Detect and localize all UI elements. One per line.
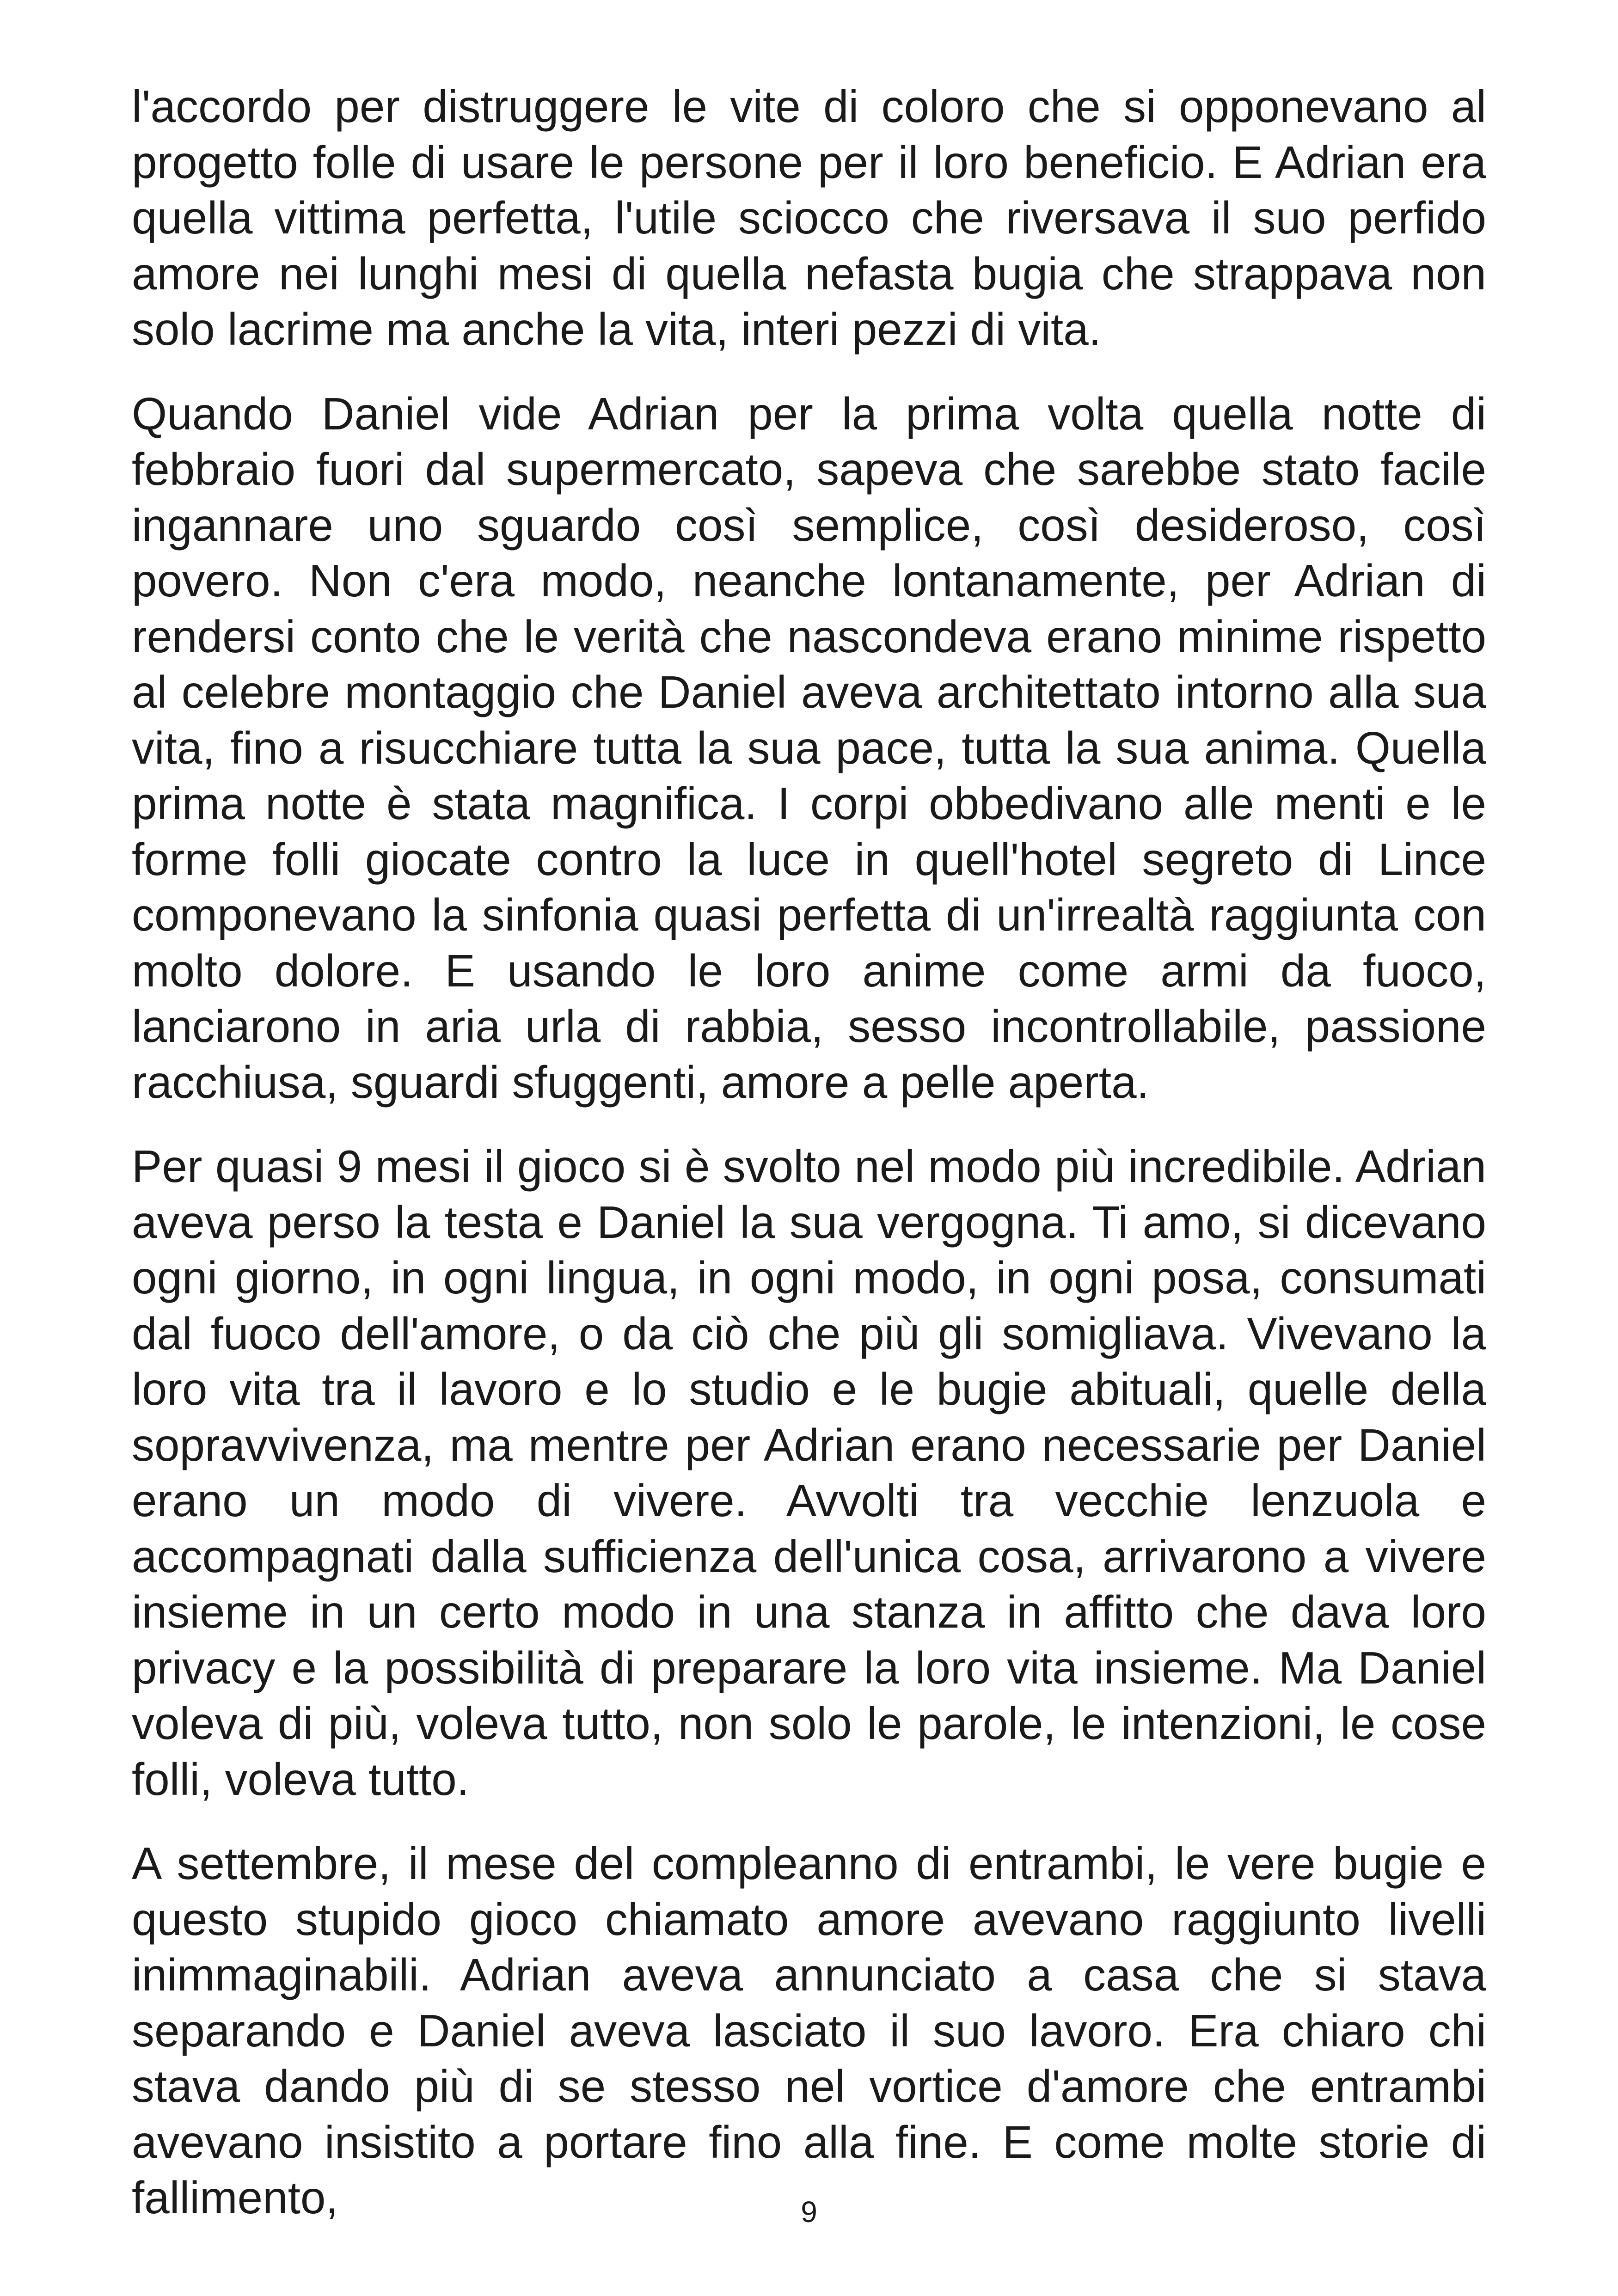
- paragraph: l'accordo per distruggere le vite di coloro che si opponevano al progetto folle di usare le persone per il loro beneficio. E Adrian era quella vittima perfetta, l'utile sciocco che riversava il suo perfido amore nei lunghi mesi di quella nefasta bugia che strappava non solo lacrime ma anche la vita, interi pezzi di vita.: [132, 81, 1486, 355]
- paragraph: A settembre, il mese del compleanno di entrambi, le vere bugie e questo stupido gioco chiamato amore avevano raggiunto livelli inimmaginabili. Adrian aveva annunciato a casa che si stava separando e Daniel aveva lasciato il suo lavoro. Era chiaro chi stava dando più di se stesso nel vortice d'amore che entrambi avevano insistito a portare fino alla fine. E come molte storie di fallimento,: [132, 1838, 1486, 2223]
- page-number: 9: [801, 2195, 817, 2229]
- body-text: [132, 79, 1486, 2254]
- paragraph: Per quasi 9 mesi il gioco si è svolto nel modo più incredibile. Adrian aveva perso la testa e Daniel la sua vergogna. Ti amo, si dicevano ogni giorno, in ogni lingua, in ogni modo, in ogni posa, consumati dal fuoco dell'amore, o da ciò che più gli somigliava. Vivevano la loro vita tra il lavoro e lo studio e le bugie abituali, quelle della sopravvivenza, ma mentre per Adrian erano necessarie per Daniel erano un modo di vivere. Avvolti tra vecchie lenzuola e accompagnati dalla sufficienza dell'unica cosa, arrivarono a vivere insieme in un certo modo in una stanza in affitto che dava loro privacy e la possibilità di preparare la loro vita insieme. Ma Daniel voleva di più, voleva tutto, non solo le parole, le intenzioni, le cose folli, voleva tutto.: [132, 1141, 1486, 1805]
- paragraph: Quando Daniel vide Adrian per la prima volta quella notte di febbraio fuori dal supermercato, sapeva che sarebbe stato facile ingannare uno sguardo così semplice, così desideroso, così povero. Non c'era modo, neanche lontanamente, per Adrian di rendersi conto che le verità che nascondeva erano minime rispetto al celebre montaggio che Daniel aveva architettato intorno alla sua vita, fino a risucchiare tutta la sua pace, tutta la sua anima. Quella prima notte è stata magnifica. I corpi obbedivano alle menti e le forme folli giocate contro la luce in quell'hotel segreto di Lince componevano la sinfonia quasi perfetta di un'irrealtà raggiunta con molto dolore. E usando le loro anime come armi da fuoco, lanciarono in aria urla di rabbia, sesso incontrollabile, passione racchiusa, sguardi sfuggenti, amore a pelle aperta.: [132, 388, 1486, 1108]
